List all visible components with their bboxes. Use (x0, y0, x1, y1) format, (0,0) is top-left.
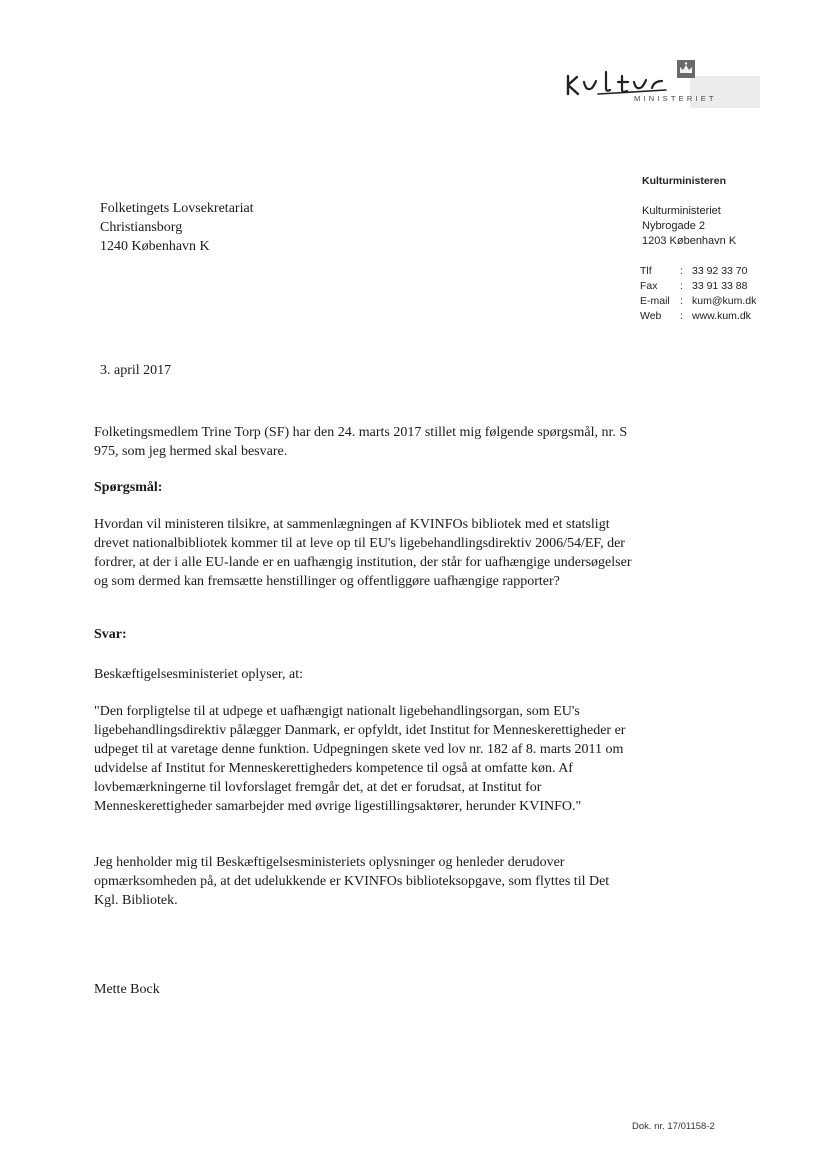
contact-label: Tlf (640, 265, 652, 277)
contact-label: Fax (640, 280, 658, 292)
contact-value: 33 91 33 88 (692, 280, 748, 292)
contact-row (640, 294, 756, 309)
answer-intro: Beskæftigelsesministeriet oplyser, at: (94, 667, 304, 682)
sender-title: Kulturministeren (642, 175, 727, 187)
question-heading: Spørgsmål: (94, 480, 163, 495)
sender-address-line: 1203 København K (642, 235, 737, 247)
contact-row (640, 309, 756, 324)
logo-background (690, 76, 760, 108)
contact-row (640, 279, 756, 294)
contact-separator: : (680, 310, 683, 322)
document-number: Dok. nr. 17/01158-2 (632, 1121, 715, 1132)
contact-value: 33 92 33 70 (692, 265, 748, 277)
contact-separator: : (680, 265, 683, 277)
recipient-address (100, 199, 254, 256)
question-paragraph: Hvordan vil ministeren tilsikre, at sammenlægningen af KVINFOs bibliotek med et statsligt drevet nationalbibliotek kommer til at leve op til EU's ligebehandlingsdirektiv 2006/54/EF, der fordrer, at der i alle EU-lande er en uafhængig institution, der står for uafhængige undersøgelser og som dermed kan fremsætte henstillinger og offentliggøre uafhængige rapporter? (94, 517, 632, 589)
recipient-line: Folketingets Lovsekretariat (100, 201, 254, 216)
sender-address (642, 204, 736, 249)
sender-address-line: Nybrogade 2 (642, 220, 705, 232)
sender-address-line: Kulturministeriet (642, 205, 721, 217)
contact-separator: : (680, 295, 683, 307)
contact-value: kum@kum.dk (692, 295, 757, 307)
contact-value: www.kum.dk (692, 310, 751, 322)
contact-label: E-mail (640, 295, 670, 307)
answer-quote: "Den forpligtelse til at udpege et uafhængigt nationalt ligebehandlingsorgan, som EU's ligebehandlingsdirektiv pålægger Danmark, er opfyldt, idet Institut for Menneskerettigheder er udpeget til at varetage denne funktion. Udpegningen skete ved lov nr. 182 af 8. marts 2011 om udvidelse af Institut for Menneskerettigheders kompetence til også at omfatte køn. Af lovbemærkningerne til lovforslaget fremgår det, at det er forudsat, at Institut for Menneskerettigheder samarbejder med øvrige ligestillingsaktører, herunder KVINFO." (94, 704, 626, 814)
recipient-line: 1240 København K (100, 239, 210, 254)
ministry-logo (560, 58, 760, 110)
signature: Mette Bock (94, 982, 160, 997)
answer-heading: Svar: (94, 627, 127, 642)
contact-table (640, 264, 756, 324)
recipient-line: Christiansborg (100, 220, 183, 235)
letter-date: 3. april 2017 (100, 363, 172, 378)
crown-icon (677, 60, 695, 78)
contact-separator: : (680, 280, 683, 292)
answer-closing: Jeg henholder mig til Beskæftigelsesministeriets oplysninger og henleder derudover opmærksomheden på, at det udelukkende er KVINFOs biblioteksopgave, som flyttes til Det Kgl. Bibliotek. (94, 855, 610, 908)
intro-paragraph: Folketingsmedlem Trine Torp (SF) har den 24. marts 2017 stillet mig følgende spørgsmål, nr. S 975, som jeg hermed skal besvare. (94, 425, 628, 459)
contact-row (640, 264, 756, 279)
logo-subtitle: MINISTERIET (634, 94, 717, 103)
contact-label: Web (640, 310, 662, 322)
